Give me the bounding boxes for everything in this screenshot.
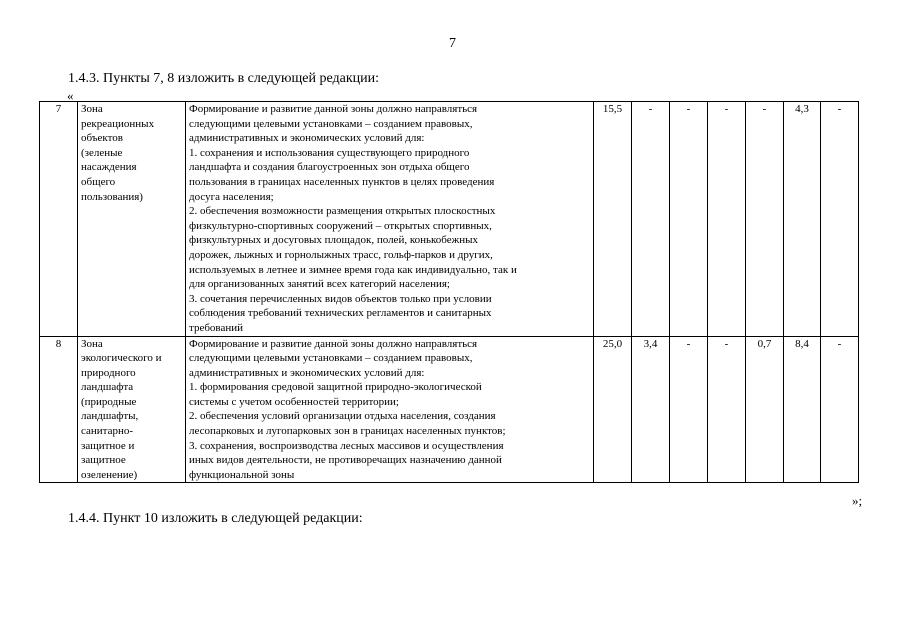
value-cell: -	[670, 336, 708, 483]
value-cell: -	[821, 336, 859, 483]
zone-name-line: защитное и	[81, 439, 135, 452]
value-cell: -	[708, 102, 746, 337]
description-line: 2. обеспечения условий организации отдыха населения, создания	[189, 410, 496, 423]
description-line: пользования в границах населенных пунктов в целях проведения	[189, 175, 495, 188]
description-line: системы с учетом особенностей территории;	[189, 395, 399, 408]
description-line: Формирование и развитие данной зоны должно направляться	[189, 103, 478, 115]
zone-name-line: экологического и	[81, 352, 162, 365]
paragraph-1-4-3: 1.4.3. Пункты 7, 8 изложить в следующей редакции:	[68, 71, 380, 86]
value-cell: 8,4	[784, 336, 821, 483]
zone-name-line: Зона	[81, 103, 103, 115]
zones-table	[39, 101, 859, 483]
zone-description-cell	[186, 102, 594, 337]
value-cell: 25,0	[594, 336, 632, 483]
description-line: для организованных занятий всех категорий населения;	[189, 278, 450, 291]
description-line: Формирование и развитие данной зоны должно направляться	[189, 337, 478, 350]
description-line: требований	[189, 321, 244, 334]
value-cell: -	[746, 102, 784, 337]
zone-name-line: рекреационных	[81, 117, 155, 130]
row-number: 8	[40, 336, 78, 483]
zone-name-line: ландшафта	[81, 381, 134, 394]
description-line: дорожек, лыжных и горнолыжных трасс, гольф-парков и других,	[189, 248, 493, 261]
zone-name-line: защитное	[81, 454, 126, 467]
description-line: физкультурных и досуговых площадок, полей, конькобежных	[189, 234, 479, 247]
zone-name-line: ландшафты,	[81, 410, 139, 423]
value-cell: -	[632, 102, 670, 337]
table-row	[40, 336, 859, 483]
description-line: административных и экономических условий для:	[189, 132, 425, 145]
row-number: 7	[40, 102, 78, 337]
description-line: досуга населения;	[189, 190, 274, 203]
description-line: 3. сохранения, воспроизводства лесных массивов и осуществления	[189, 439, 504, 452]
zone-name-line: насаждения	[81, 161, 137, 174]
description-line: 3. сочетания перечисленных видов объектов только при условии	[189, 292, 492, 305]
zone-name-line: (зеленые	[81, 146, 123, 159]
zone-name-cell	[78, 336, 186, 483]
value-cell: 0,7	[746, 336, 784, 483]
description-line: 1. формирования средовой защитной природно-экологической	[189, 381, 482, 394]
description-line: следующими целевыми установками – созданием правовых,	[189, 117, 473, 130]
description-line: следующими целевыми установками – созданием правовых,	[189, 352, 473, 365]
zone-name-line: общего	[81, 175, 116, 188]
zones-table-body	[40, 102, 859, 483]
description-line: 1. сохранения и использования существующего природного	[189, 146, 470, 159]
zone-name-line: санитарно-	[81, 425, 134, 438]
closing-quote: »;	[852, 493, 863, 508]
description-line: физкультурно-спортивных сооружений – открытых спортивных,	[189, 219, 492, 232]
description-line: административных и экономических условий для:	[189, 366, 425, 379]
description-line: иных видов деятельности, не противоречащих назначению данной	[189, 454, 502, 467]
zone-name-line: (природные	[81, 395, 137, 408]
value-cell: 4,3	[784, 102, 821, 337]
zone-name-line: объектов	[81, 132, 123, 145]
paragraph-1-4-4: 1.4.4. Пункт 10 изложить в следующей редакции:	[68, 511, 363, 526]
description-line: соблюдения требований технических регламентов и санитарных	[189, 307, 492, 320]
value-cell: -	[670, 102, 708, 337]
value-cell: 15,5	[594, 102, 632, 337]
zone-description-cell	[186, 336, 594, 483]
description-line: используемых в летнее и зимнее время года как индивидуально, так и	[189, 263, 517, 276]
value-cell: -	[821, 102, 859, 337]
description-line: функциональной зоны	[189, 468, 295, 481]
opening-quote: «	[67, 88, 74, 103]
table-row	[40, 102, 859, 337]
value-cell: 3,4	[632, 336, 670, 483]
description-line: лесопарковых и лугопарковых зон в границах населенных пунктов;	[189, 425, 506, 438]
zone-name-line: природного	[81, 366, 136, 379]
zone-name-line: Зона	[81, 337, 103, 350]
page-number: 7	[449, 36, 456, 51]
description-line: 2. обеспечения возможности размещения открытых плоскостных	[189, 205, 496, 218]
description-line: ландшафта и создания благоустроенных зон отдыха общего	[189, 161, 470, 174]
value-cell: -	[708, 336, 746, 483]
zone-name-cell	[78, 102, 186, 337]
zone-name-line: пользования)	[81, 190, 143, 203]
zone-name-line: озеленение)	[81, 468, 138, 481]
